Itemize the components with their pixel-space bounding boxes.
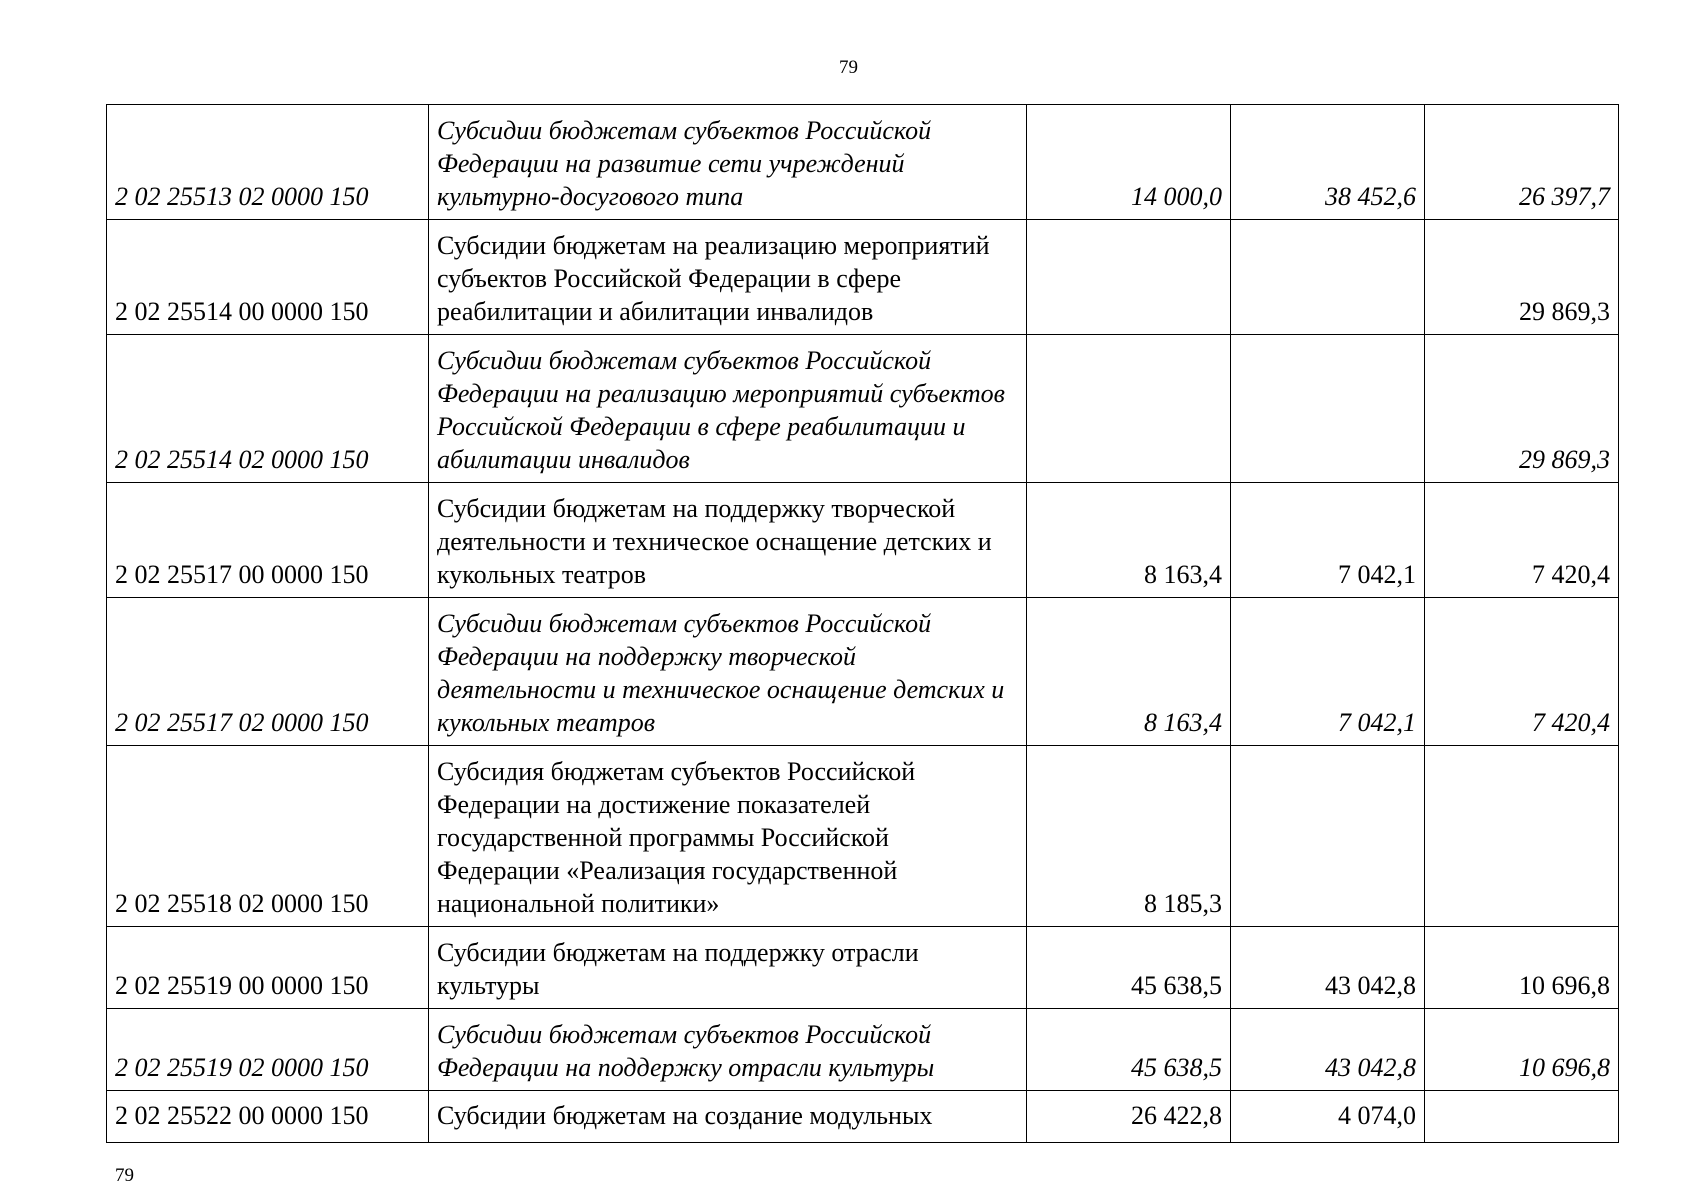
row-code: 2 02 25517 02 0000 150 [107,598,429,746]
row-code: 2 02 25514 00 0000 150 [107,220,429,335]
row-value-1: 26 422,8 [1027,1091,1231,1143]
row-value-3: 7 420,4 [1425,483,1619,598]
row-value-1: 45 638,5 [1027,927,1231,1009]
row-name: Субсидии бюджетам на создание модульных [429,1091,1027,1143]
table-row [107,335,1619,483]
row-value-2: 7 042,1 [1231,483,1425,598]
table-row [107,220,1619,335]
row-name: Субсидии бюджетам субъектов Российской Федерации на поддержку творческой деятельности и техническое оснащение детских и кукольных театров [429,598,1027,746]
table-row [107,1091,1619,1143]
row-value-3: 26 397,7 [1425,105,1619,220]
row-code: 2 02 25519 02 0000 150 [107,1009,429,1091]
table-row [107,483,1619,598]
row-name: Субсидии бюджетам на поддержку творческой деятельности и техническое оснащение детских и кукольных театров [429,483,1027,598]
row-name: Субсидии бюджетам на реализацию мероприятий субъектов Российской Федерации в сфере реабилитации и абилитации инвалидов [429,220,1027,335]
row-value-2: 38 452,6 [1231,105,1425,220]
row-code: 2 02 25518 02 0000 150 [107,746,429,927]
table-row [107,598,1619,746]
table-row [107,746,1619,927]
row-value-1: 14 000,0 [1027,105,1231,220]
row-name: Субсидии бюджетам на поддержку отрасли культуры [429,927,1027,1009]
page-number-bottom: 79 [115,1165,134,1186]
row-value-3: 10 696,8 [1425,927,1619,1009]
row-value-3 [1425,1091,1619,1143]
table-row [107,105,1619,220]
row-name: Субсидия бюджетам субъектов Российской Федерации на достижение показателей государственной программы Российской Федерации «Реализация государственной национальной политики» [429,746,1027,927]
row-code: 2 02 25522 00 0000 150 [107,1091,429,1143]
row-value-2: 7 042,1 [1231,598,1425,746]
row-name: Субсидии бюджетам субъектов Российской Федерации на поддержку отрасли культуры [429,1009,1027,1091]
budget-table [106,104,1619,1143]
row-name: Субсидии бюджетам субъектов Российской Федерации на реализацию мероприятий субъектов Российской Федерации в сфере реабилитации и абилитации инвалидов [429,335,1027,483]
row-value-2: 43 042,8 [1231,1009,1425,1091]
row-value-2: 43 042,8 [1231,927,1425,1009]
row-value-1: 8 185,3 [1027,746,1231,927]
row-value-1: 45 638,5 [1027,1009,1231,1091]
row-value-1: 8 163,4 [1027,598,1231,746]
row-value-3: 29 869,3 [1425,335,1619,483]
row-code: 2 02 25519 00 0000 150 [107,927,429,1009]
row-value-2 [1231,746,1425,927]
row-name: Субсидии бюджетам субъектов Российской Федерации на развитие сети учреждений культурно-досугового типа [429,105,1027,220]
table-row [107,927,1619,1009]
table-row [107,1009,1619,1091]
row-code: 2 02 25513 02 0000 150 [107,105,429,220]
row-code: 2 02 25517 00 0000 150 [107,483,429,598]
row-value-2 [1231,335,1425,483]
row-value-3: 10 696,8 [1425,1009,1619,1091]
row-value-1 [1027,335,1231,483]
row-value-3 [1425,746,1619,927]
row-value-1: 8 163,4 [1027,483,1231,598]
row-value-3: 7 420,4 [1425,598,1619,746]
row-value-1 [1027,220,1231,335]
row-value-3: 29 869,3 [1425,220,1619,335]
row-value-2: 4 074,0 [1231,1091,1425,1143]
row-code: 2 02 25514 02 0000 150 [107,335,429,483]
page-number-top: 79 [839,57,858,78]
row-value-2 [1231,220,1425,335]
